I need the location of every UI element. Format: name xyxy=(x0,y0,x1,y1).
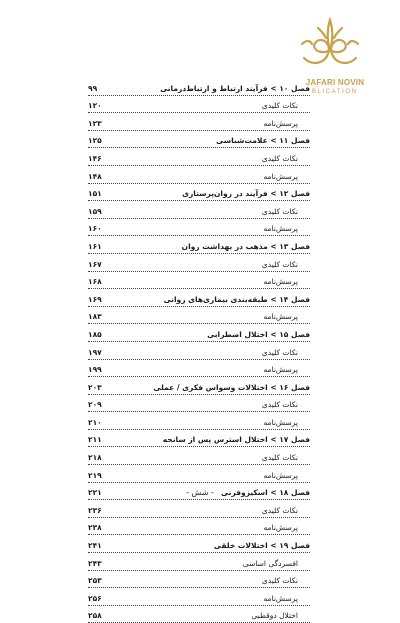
toc-section-entry xyxy=(88,553,310,571)
toc-entry-title: پرسش‌نامه xyxy=(263,417,298,427)
logo-tagline: BLICATION xyxy=(312,89,358,95)
toc-entry-title: نکات کلیدی xyxy=(261,453,298,463)
toc-page-number: ۱۴۸ xyxy=(88,171,102,181)
toc-section-entry xyxy=(88,606,310,623)
toc-entry-title: پرسش‌نامه xyxy=(263,224,298,234)
toc-page-number: ۲۰۹ xyxy=(88,400,102,410)
toc-chapter-entry xyxy=(88,324,310,342)
toc-page-number: ۲۱۱ xyxy=(88,435,102,445)
toc-page-number: ۹۹ xyxy=(88,83,98,93)
toc-page-number: ۱۶۷ xyxy=(88,259,102,269)
toc-entry-title: پرسش‌نامه xyxy=(263,171,298,181)
toc-entry-title: نکات کلیدی xyxy=(261,206,298,216)
toc-page-number: ۱۲۵ xyxy=(88,136,102,146)
toc-section-entry xyxy=(88,465,310,483)
toc-section-entry xyxy=(88,219,310,237)
toc-page-number: ۱۸۵ xyxy=(88,329,102,339)
toc-section-entry xyxy=(88,166,310,184)
toc-chapter-entry xyxy=(88,430,310,448)
toc-chapter-entry xyxy=(88,535,310,553)
toc-page-number: ۱۹۷ xyxy=(88,347,102,357)
toc-entry-title: پرسش‌نامه xyxy=(263,523,298,533)
toc-page-number: ۲۴۳ xyxy=(88,558,102,568)
toc-section-entry xyxy=(88,447,310,465)
toc-section-entry xyxy=(88,395,310,413)
toc-entry-title: فصل ۱۳ > مذهب در بهداشت روان xyxy=(181,241,310,251)
page-number: - شش - xyxy=(186,488,214,497)
toc-page-number: ۲۱۸ xyxy=(88,453,102,463)
toc-section-entry xyxy=(88,96,310,114)
toc-entry-title: پرسش‌نامه xyxy=(263,277,298,287)
toc-page-number: ۲۲۱ xyxy=(88,488,102,498)
toc-entry-title: فصل ۱۰ > فرآیند ارتباط و ارتباط‌درمانی xyxy=(160,83,310,93)
toc-page-number: ۲۵۶ xyxy=(88,593,102,603)
toc-page-number: ۲۱۹ xyxy=(88,470,102,480)
toc-page-number: ۱۸۳ xyxy=(88,312,102,322)
table-of-contents xyxy=(88,78,310,623)
toc-page-number: ۲۳۶ xyxy=(88,505,102,515)
toc-section-entry xyxy=(88,113,310,131)
toc-page-number: ۱۵۹ xyxy=(88,206,102,216)
toc-entry-title: پرسش‌نامه xyxy=(263,312,298,322)
toc-entry-title: پرسش‌نامه xyxy=(263,365,298,375)
toc-entry-title: اختلال دوقطبی xyxy=(251,611,298,621)
toc-entry-title: پرسش‌نامه xyxy=(263,593,298,603)
toc-entry-title: فصل ۱۶ > اختلالات وسواس فکری / عملی xyxy=(153,382,310,392)
toc-page-number: ۱۶۱ xyxy=(88,241,102,251)
toc-entry-title: فصل ۱۴ > طبقه‌بندی بیماری‌های روانی xyxy=(163,294,310,304)
toc-page-number: ۱۹۹ xyxy=(88,365,102,375)
toc-entry-title: نکات کلیدی xyxy=(261,259,298,269)
toc-entry-title: فصل ۱۷ > اختلال استرس پس از سانحه xyxy=(162,435,310,445)
toc-chapter-entry xyxy=(88,78,310,96)
toc-entry-title: فصل ۱۸ > اسکیزوفرنی xyxy=(221,488,310,498)
toc-page-number: ۲۳۸ xyxy=(88,523,102,533)
logo-emblem-icon xyxy=(298,14,362,74)
toc-page-number: ۱۶۰ xyxy=(88,224,102,234)
toc-entry-title: نکات کلیدی xyxy=(261,153,298,163)
toc-page-number: ۱۲۰ xyxy=(88,101,102,111)
toc-section-entry xyxy=(88,571,310,589)
toc-page-number: ۱۶۹ xyxy=(88,294,102,304)
toc-entry-title: پرسش‌نامه xyxy=(263,118,298,128)
toc-section-entry xyxy=(88,254,310,272)
toc-section-entry xyxy=(88,412,310,430)
toc-page-number: ۲۵۸ xyxy=(88,611,102,621)
toc-entry-title: نکات کلیدی xyxy=(261,347,298,357)
toc-entry-title: نکات کلیدی xyxy=(261,576,298,586)
toc-page-number: ۱۴۶ xyxy=(88,153,102,163)
toc-section-entry xyxy=(88,342,310,360)
toc-section-entry xyxy=(88,588,310,606)
logo-name: JAFARI NOVIN xyxy=(305,78,365,87)
toc-entry-title: نکات کلیدی xyxy=(261,400,298,410)
toc-section-entry xyxy=(88,272,310,290)
toc-entry-title: افسردگی اساسی xyxy=(242,558,298,568)
toc-chapter-entry xyxy=(88,131,310,149)
toc-chapter-entry xyxy=(88,289,310,307)
toc-page-number: ۲۱۰ xyxy=(88,417,102,427)
toc-page-number: ۲۰۳ xyxy=(88,382,102,392)
toc-section-entry xyxy=(88,307,310,325)
toc-section-entry xyxy=(88,500,310,518)
toc-chapter-entry xyxy=(88,377,310,395)
toc-chapter-entry xyxy=(88,184,310,202)
toc-entry-title: فصل ۱۱ > علامت‌شناسی xyxy=(216,136,310,146)
toc-page-number: ۱۶۸ xyxy=(88,277,102,287)
toc-entry-title: نکات کلیدی xyxy=(261,505,298,515)
toc-page-number: ۲۵۳ xyxy=(88,576,102,586)
toc-entry-title: فصل ۱۹ > اختلالات خلقی xyxy=(213,541,310,551)
toc-entry-title: نکات کلیدی xyxy=(261,101,298,111)
toc-page-number: ۱۲۳ xyxy=(88,118,102,128)
toc-page-number: ۲۴۱ xyxy=(88,541,102,551)
toc-entry-title: فصل ۱۵ > اختلال اضطرابی xyxy=(207,329,310,339)
toc-section-entry xyxy=(88,201,310,219)
toc-section-entry xyxy=(88,148,310,166)
toc-entry-title: پرسش‌نامه xyxy=(263,470,298,480)
toc-section-entry xyxy=(88,518,310,536)
toc-page-number: ۱۵۱ xyxy=(88,189,102,199)
toc-entry-title: فصل ۱۲ > فرآیند در روان‌پرستاری xyxy=(182,189,310,199)
toc-chapter-entry xyxy=(88,236,310,254)
toc-section-entry xyxy=(88,360,310,378)
